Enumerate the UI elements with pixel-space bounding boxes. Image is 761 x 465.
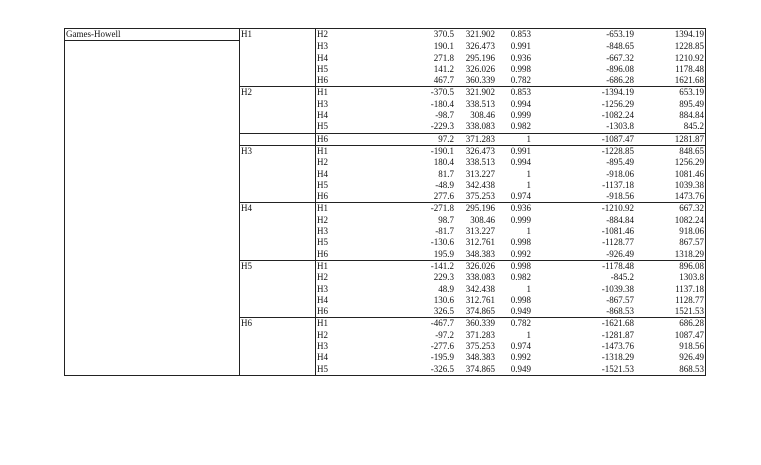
std-error-cell: 326.473: [455, 145, 496, 157]
ci-lower-cell: -895.49: [606, 157, 634, 168]
p-value-cell: 0.853: [496, 87, 532, 99]
ci-upper-cell: 918.06: [635, 226, 706, 237]
test-name-cell-empty: [65, 41, 240, 53]
ci-upper-cell: 1039.38: [635, 180, 706, 191]
ci-upper-cell: 1394.19: [635, 29, 706, 41]
group-j-cell: H1: [316, 145, 368, 157]
p-value-cell: 0.994: [510, 157, 531, 168]
ci-lower-cell: -1087.47: [532, 133, 635, 145]
test-name-cell-empty: [65, 53, 240, 64]
group-j-cell: H4: [316, 169, 368, 180]
mean-difference-cell: 141.2: [433, 63, 454, 74]
group-j-cell: H5: [316, 237, 368, 248]
mean-difference-cell: 97.2: [367, 133, 455, 145]
std-error-cell: 312.761: [465, 294, 495, 305]
table-row: [65, 341, 706, 352]
ci-lower-cell: -896.08: [606, 63, 634, 74]
ci-lower-cell: -1128.77: [602, 237, 634, 248]
std-error-cell: 308.46: [470, 214, 495, 225]
std-error-cell: 338.083: [465, 272, 495, 283]
mean-difference-cell: -180.4: [430, 98, 454, 109]
ci-upper-cell: 667.32: [635, 203, 706, 215]
test-name-cell-empty: [65, 180, 240, 191]
mean-difference-cell: 180.4: [433, 157, 454, 168]
group-i-cell: [240, 284, 316, 295]
p-value-cell: 0.982: [510, 121, 531, 132]
group-j-cell: H1: [316, 318, 368, 330]
group-j-cell: H1: [316, 87, 368, 99]
mean-difference-cell: 48.9: [438, 283, 454, 294]
std-error-cell: 295.196: [465, 52, 495, 63]
group-j-cell: H6: [316, 191, 368, 203]
p-value-cell: 0.949: [510, 306, 531, 317]
ci-lower-cell: -1137.18: [602, 179, 634, 190]
mean-difference-cell: -467.7: [367, 318, 455, 330]
table-row: [65, 306, 706, 318]
ci-lower-cell: -884.84: [606, 214, 634, 225]
mean-difference-cell: -229.3: [430, 121, 454, 132]
std-error-cell: 375.253: [465, 191, 495, 202]
test-name-cell-empty: [65, 226, 240, 237]
mean-difference-cell: -130.6: [430, 237, 454, 248]
test-name-cell-empty: [65, 145, 240, 157]
ci-lower-cell: -1318.29: [601, 352, 634, 363]
p-value-cell: 1: [526, 168, 531, 179]
ci-upper-cell: 686.28: [635, 318, 706, 330]
mean-difference-cell: 229.3: [433, 272, 454, 283]
ci-lower-cell: -1210.92: [532, 203, 635, 215]
ci-upper-cell: 867.57: [635, 237, 706, 248]
group-j-cell: H3: [316, 226, 368, 237]
table-row: [65, 352, 706, 363]
std-error-cell: 360.339: [465, 75, 495, 86]
group-j-cell: H2: [316, 215, 368, 226]
p-value-cell: 0.974: [510, 191, 531, 202]
std-error-cell: 313.227: [465, 226, 495, 237]
group-j-cell: H1: [316, 260, 368, 272]
std-error-cell: 348.383: [465, 248, 495, 259]
table-row: [65, 169, 706, 180]
ci-lower-cell: -1621.68: [532, 318, 635, 330]
std-error-cell: 338.513: [465, 98, 495, 109]
ci-upper-cell: 918.56: [635, 341, 706, 352]
p-value-cell: 0.949: [496, 364, 532, 376]
group-i-cell: [240, 226, 316, 237]
ci-lower-cell: -1303.8: [606, 121, 634, 132]
ci-lower-cell: -1256.29: [601, 98, 634, 109]
p-value-cell: 1: [526, 283, 531, 294]
p-value-cell: 1: [526, 179, 531, 190]
ci-lower-cell: -848.65: [606, 40, 634, 51]
group-j-cell: H2: [316, 272, 368, 283]
group-i-cell: [240, 295, 316, 306]
test-name-cell-empty: [65, 318, 240, 330]
test-name-cell-empty: [65, 237, 240, 248]
group-j-cell: H2: [316, 330, 368, 341]
ci-lower-cell: -1039.38: [601, 283, 634, 294]
p-value-cell: 0.974: [510, 341, 531, 352]
group-i-cell: [240, 99, 316, 110]
group-i-cell: [240, 237, 316, 248]
std-error-cell: 338.513: [465, 157, 495, 168]
table-row: [65, 318, 706, 330]
ci-upper-cell: 926.49: [635, 352, 706, 363]
std-error-cell: 342.438: [465, 179, 495, 190]
std-error-cell: 375.253: [465, 341, 495, 352]
mean-difference-cell: -141.2: [367, 260, 455, 272]
table-row: [65, 87, 706, 99]
test-name-cell-empty: [65, 364, 240, 376]
test-name-cell-empty: [65, 295, 240, 306]
table-row: [65, 237, 706, 248]
table-body: [65, 29, 706, 376]
ci-upper-cell: 1178.48: [635, 64, 706, 75]
p-value-cell: 0.998: [510, 63, 531, 74]
p-value-cell: 0.936: [496, 203, 532, 215]
mean-difference-cell: -195.9: [430, 352, 454, 363]
ci-lower-cell: -1082.24: [601, 110, 634, 121]
mean-difference-cell: 370.5: [367, 29, 455, 41]
table-row: [65, 29, 706, 41]
group-j-cell: H4: [316, 53, 368, 64]
ci-lower-cell: -667.32: [606, 52, 634, 63]
group-j-cell: H5: [316, 180, 368, 191]
p-value-cell: 0.991: [496, 145, 532, 157]
mean-difference-cell: 81.7: [438, 168, 454, 179]
p-value-cell: 0.936: [510, 52, 531, 63]
mean-difference-cell: -277.6: [430, 341, 454, 352]
group-i-cell: [240, 272, 316, 283]
ci-upper-cell: 848.65: [635, 145, 706, 157]
group-i-cell: [240, 330, 316, 341]
mean-difference-cell: -98.7: [435, 110, 454, 121]
group-j-cell: H3: [316, 341, 368, 352]
group-i-cell: H3: [240, 145, 316, 157]
test-name-cell-empty: [65, 260, 240, 272]
p-value-cell: 0.998: [496, 260, 532, 272]
ci-upper-cell: 1621.68: [635, 75, 706, 87]
group-i-cell: [240, 215, 316, 226]
mean-difference-cell: -271.8: [367, 203, 455, 215]
table-row: [65, 99, 706, 110]
mean-difference-cell: 271.8: [433, 52, 454, 63]
std-error-cell: 374.865: [455, 364, 496, 376]
ci-lower-cell: -686.28: [606, 75, 634, 86]
ci-upper-cell: 1082.24: [635, 215, 706, 226]
group-i-cell: [240, 53, 316, 64]
ci-lower-cell: -918.06: [606, 168, 634, 179]
ci-lower-cell: -1228.85: [532, 145, 635, 157]
group-j-cell: H1: [316, 203, 368, 215]
mean-difference-cell: -48.9: [435, 179, 454, 190]
test-name-cell-empty: [65, 215, 240, 226]
p-value-cell: 0.853: [496, 29, 532, 41]
group-i-cell: [240, 121, 316, 133]
test-name-cell-empty: [65, 133, 240, 145]
ci-lower-cell: -868.53: [606, 306, 634, 317]
group-j-cell: H2: [316, 29, 368, 41]
p-value-cell: 0.782: [496, 318, 532, 330]
group-i-cell: [240, 41, 316, 53]
group-i-cell: [240, 64, 316, 75]
std-error-cell: 326.026: [465, 63, 495, 74]
table-row: [65, 133, 706, 145]
group-i-cell: H2: [240, 87, 316, 99]
group-j-cell: H5: [316, 364, 368, 376]
mean-difference-cell: -326.5: [367, 364, 455, 376]
group-i-cell: H4: [240, 203, 316, 215]
ci-upper-cell: 868.53: [635, 364, 706, 376]
table-row: [65, 121, 706, 133]
table-row: [65, 203, 706, 215]
std-error-cell: 295.196: [455, 203, 496, 215]
p-value-cell: 0.998: [510, 237, 531, 248]
p-value-cell: 0.992: [510, 352, 531, 363]
group-i-cell: [240, 306, 316, 318]
ci-upper-cell: 895.49: [635, 99, 706, 110]
p-value-cell: 0.782: [510, 75, 531, 86]
ci-lower-cell: -1473.76: [601, 341, 634, 352]
test-name-cell-empty: [65, 110, 240, 121]
test-name-cell-empty: [65, 157, 240, 168]
test-name-cell-empty: [65, 352, 240, 363]
ci-upper-cell: 653.19: [635, 87, 706, 99]
test-name-cell-empty: [65, 87, 240, 99]
ci-upper-cell: 1137.18: [635, 284, 706, 295]
test-name-cell-empty: [65, 64, 240, 75]
ci-upper-cell: 845.2: [635, 121, 706, 133]
group-i-cell: [240, 133, 316, 145]
ci-upper-cell: 1473.76: [635, 191, 706, 203]
ci-upper-cell: 1318.29: [635, 249, 706, 261]
group-i-cell: [240, 110, 316, 121]
std-error-cell: 321.902: [455, 87, 496, 99]
ci-upper-cell: 1281.87: [635, 133, 706, 145]
p-value-cell: 0.992: [510, 248, 531, 259]
p-value-cell: 0.999: [510, 110, 531, 121]
test-name-cell-empty: [65, 75, 240, 87]
p-value-cell: 1: [526, 226, 531, 237]
table-row: [65, 191, 706, 203]
mean-difference-cell: -370.5: [367, 87, 455, 99]
group-j-cell: H5: [316, 64, 368, 75]
group-j-cell: H2: [316, 157, 368, 168]
ci-lower-cell: -926.49: [606, 248, 634, 259]
ci-upper-cell: 1081.46: [635, 169, 706, 180]
group-i-cell: [240, 180, 316, 191]
group-j-cell: H5: [316, 121, 368, 133]
ci-upper-cell: 1303.8: [635, 272, 706, 283]
p-value-cell: 0.998: [510, 294, 531, 305]
ci-upper-cell: 1128.77: [635, 295, 706, 306]
table-row: [65, 295, 706, 306]
std-error-cell: 326.473: [465, 40, 495, 51]
std-error-cell: 312.761: [465, 237, 495, 248]
group-j-cell: H4: [316, 295, 368, 306]
std-error-cell: 348.383: [465, 352, 495, 363]
table-row: [65, 364, 706, 376]
test-name-cell-empty: [65, 99, 240, 110]
ci-upper-cell: 896.08: [635, 260, 706, 272]
p-value-cell: 1: [496, 133, 532, 145]
test-name-cell-empty: [65, 306, 240, 318]
ci-lower-cell: -867.57: [606, 294, 634, 305]
group-i-cell: [240, 75, 316, 87]
test-name-cell-empty: [65, 191, 240, 203]
ci-upper-cell: 1521.53: [635, 306, 706, 318]
games-howell-table: [64, 28, 706, 376]
test-name-cell-empty: [65, 284, 240, 295]
group-j-cell: H3: [316, 284, 368, 295]
std-error-cell: 308.46: [470, 110, 495, 121]
ci-lower-cell: -1281.87: [601, 329, 634, 340]
mean-difference-cell: 467.7: [433, 75, 454, 86]
table-row: [65, 260, 706, 272]
ci-lower-cell: -1394.19: [532, 87, 635, 99]
ci-lower-cell: -1521.53: [532, 364, 635, 376]
ci-upper-cell: 1256.29: [635, 157, 706, 168]
table-row: [65, 75, 706, 87]
ci-lower-cell: -653.19: [532, 29, 635, 41]
test-name-cell-empty: [65, 121, 240, 133]
test-name-cell: Games-Howell: [65, 29, 240, 41]
table-row: [65, 249, 706, 261]
group-j-cell: H4: [316, 110, 368, 121]
group-i-cell: [240, 352, 316, 363]
ci-lower-cell: -1178.48: [532, 260, 635, 272]
std-error-cell: 374.865: [465, 306, 495, 317]
group-i-cell: [240, 364, 316, 376]
group-i-cell: [240, 249, 316, 261]
group-i-cell: [240, 169, 316, 180]
test-name-cell-empty: [65, 203, 240, 215]
p-value-cell: 0.994: [510, 98, 531, 109]
test-name-cell-empty: [65, 330, 240, 341]
p-value-cell: 1: [526, 329, 531, 340]
std-error-cell: 371.283: [465, 329, 495, 340]
group-j-cell: H6: [316, 75, 368, 87]
table-row: [65, 110, 706, 121]
table-row: [65, 41, 706, 53]
ci-lower-cell: -918.56: [606, 191, 634, 202]
std-error-cell: 326.026: [455, 260, 496, 272]
mean-difference-cell: -81.7: [435, 226, 454, 237]
mean-difference-cell: 130.6: [433, 294, 454, 305]
std-error-cell: 371.283: [455, 133, 496, 145]
mean-difference-cell: -97.2: [435, 329, 454, 340]
ci-upper-cell: 1087.47: [635, 330, 706, 341]
group-j-cell: H6: [316, 306, 368, 318]
test-name-cell-empty: [65, 169, 240, 180]
ci-lower-cell: -1081.46: [601, 226, 634, 237]
std-error-cell: 338.083: [465, 121, 495, 132]
group-j-cell: H3: [316, 41, 368, 53]
mean-difference-cell: 98.7: [438, 214, 454, 225]
group-i-cell: [240, 341, 316, 352]
group-j-cell: H6: [316, 249, 368, 261]
table-row: [65, 330, 706, 341]
test-name-cell-empty: [65, 272, 240, 283]
p-value-cell: 0.991: [510, 40, 531, 51]
table-row: [65, 64, 706, 75]
mean-difference-cell: 195.9: [433, 248, 454, 259]
table-row: [65, 180, 706, 191]
std-error-cell: 313.227: [465, 168, 495, 179]
group-i-cell: H1: [240, 29, 316, 41]
table-row: [65, 284, 706, 295]
ci-upper-cell: 1210.92: [635, 53, 706, 64]
test-name-cell-empty: [65, 249, 240, 261]
std-error-cell: 342.438: [465, 283, 495, 294]
test-name-cell-empty: [65, 341, 240, 352]
mean-difference-cell: 190.1: [433, 40, 454, 51]
group-i-cell: H6: [240, 318, 316, 330]
group-i-cell: [240, 191, 316, 203]
table-row: [65, 226, 706, 237]
table-row: [65, 157, 706, 168]
table-row: [65, 272, 706, 283]
table-row: [65, 53, 706, 64]
group-i-cell: [240, 157, 316, 168]
table-row: [65, 145, 706, 157]
group-j-cell: H4: [316, 352, 368, 363]
group-i-cell: H5: [240, 260, 316, 272]
ci-upper-cell: 1228.85: [635, 41, 706, 53]
mean-difference-cell: 277.6: [433, 191, 454, 202]
std-error-cell: 360.339: [455, 318, 496, 330]
p-value-cell: 0.982: [510, 272, 531, 283]
group-j-cell: H6: [316, 133, 368, 145]
p-value-cell: 0.999: [510, 214, 531, 225]
ci-upper-cell: 884.84: [635, 110, 706, 121]
group-j-cell: H3: [316, 99, 368, 110]
mean-difference-cell: 326.5: [433, 306, 454, 317]
mean-difference-cell: -190.1: [367, 145, 455, 157]
ci-lower-cell: -845.2: [610, 272, 634, 283]
table-row: [65, 215, 706, 226]
std-error-cell: 321.902: [455, 29, 496, 41]
